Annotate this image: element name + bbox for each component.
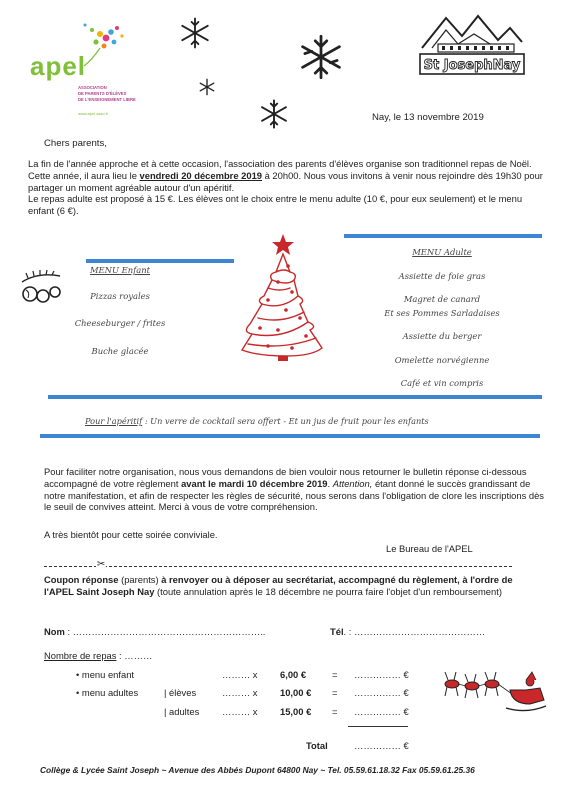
aperitif-line: Pour l'apéritif : Un verre de cocktail sera offert - Et un jus de fruit pour les enfants bbox=[85, 416, 429, 426]
aperitif-label: Pour l'apéritif bbox=[85, 416, 143, 426]
aperitif-top-bar bbox=[48, 395, 542, 399]
coupon-title: Coupon réponse (parents) à renvoyer ou à déposer au secrétariat, accompagné du règlement, à l'ordre de l'APEL Saint Joseph Nay (toute annulation après le 18 décembre ne pourra faire l'objet d'un remboursement) bbox=[44, 574, 513, 597]
total-divider bbox=[348, 726, 408, 727]
footer-address: Collège & Lycée Saint Joseph ~ Avenue des Abbés Dupont 64800 Nay ~ Tel. 05.59.61.18.32 Fax 05.59.61.25.36 bbox=[40, 765, 475, 775]
menu-enfant-item: Buche glacée bbox=[91, 345, 149, 356]
menu-adulte-item: Assiette du berger bbox=[402, 331, 482, 341]
snowflake-icon bbox=[198, 78, 216, 96]
meal-row-result[interactable]: …………… € bbox=[354, 706, 409, 717]
meal-row-result[interactable]: …………… € bbox=[354, 687, 409, 698]
menu-adulte-bar bbox=[344, 234, 542, 238]
meal-row-qty[interactable]: ……… x bbox=[222, 706, 258, 717]
menu-adulte-item: Café et vin compris bbox=[400, 378, 484, 388]
intro-paragraph: La fin de l'année approche et à cette occasion, l'association des parents d'élèves organise son traditionnel repas de Noël. Cette année, il aura lieu le vendredi 20 décembre 2019 à 20h00. Nous vous invitons à venir nous rejoindre dès 19h30 pour partager un moment agréable autour d'un apéritif. Le repas adulte est proposé à 15 €. Les élèves ont le choix entre le menu adulte (10 €, pour eux seulement) et le menu enfant (6 €). bbox=[28, 158, 543, 216]
closing-line: A très bientôt pour cette soirée conviviale. bbox=[44, 529, 218, 540]
total-label: Total bbox=[306, 740, 328, 751]
menu-enfant-item: Cheeseburger / frites bbox=[74, 318, 166, 328]
snowflake-icon bbox=[178, 16, 212, 50]
tel-label: Tél bbox=[330, 626, 344, 637]
meal-row-label: • menu enfant bbox=[76, 669, 135, 680]
organisation-paragraph: Pour faciliter notre organisation, nous vous demandons de bien vouloir nous retourner le bulletin réponse ci-dessous accompagné de votre règlement avant le mardi 10 décembre 2019. Attention, étant donné le succès grandissant de notre manifestation, et afin de respecter les règles de sécurité, nous serons dans l'obligation de clore les inscriptions dès le seuil de convives atteint. Merci à vous de votre compréhension. bbox=[44, 466, 544, 513]
menu-adulte-item: Magret de canard bbox=[403, 294, 481, 304]
cut-line bbox=[44, 566, 512, 567]
apel-logo-text: apel bbox=[30, 51, 87, 81]
aperitif-bottom-bar bbox=[40, 434, 540, 438]
meal-row-eq: = bbox=[332, 687, 338, 698]
meal-row-sub: | élèves bbox=[164, 687, 197, 698]
meal-row-qty[interactable]: ……… x bbox=[222, 687, 258, 698]
menu-enfant-title: MENU Enfant bbox=[89, 265, 151, 275]
menu-enfant-bar bbox=[86, 259, 234, 263]
snowflake-icon bbox=[298, 34, 344, 80]
letter-date: Nay, le 13 novembre 2019 bbox=[372, 112, 484, 123]
apel-subtitle: ASSOCIATION DE PARENTS D'ÉLÈVES DE L'ENSEIGNEMENT LIBRE bbox=[78, 85, 136, 103]
meal-row-result[interactable]: …………… € bbox=[354, 669, 409, 680]
santa-sleigh-icon bbox=[440, 658, 548, 718]
meal-row-price: 6,00 € bbox=[280, 669, 307, 680]
meal-row-eq: = bbox=[332, 669, 338, 680]
christmas-tree-icon bbox=[228, 232, 328, 362]
menu-adulte-title: MENU Adulte bbox=[412, 247, 472, 257]
meal-row-price: 15,00 € bbox=[280, 706, 312, 717]
signature: Le Bureau de l'APEL bbox=[386, 543, 473, 554]
scissors-icon: ✂ bbox=[97, 559, 106, 570]
deadline: avant le mardi 10 décembre 2019 bbox=[181, 477, 328, 489]
snowflake-icon bbox=[258, 98, 290, 130]
event-date: vendredi 20 décembre 2019 bbox=[139, 169, 262, 181]
menu-enfant-item: Pizzas royales bbox=[90, 290, 150, 301]
nom-label: Nom bbox=[44, 626, 65, 637]
menu-enfant bbox=[60, 265, 180, 356]
menu-adulte-item: Omelette norvégienne bbox=[394, 354, 490, 365]
tel-field[interactable]: Tél. : …………………………………… bbox=[330, 626, 486, 637]
ornament-icon bbox=[18, 268, 64, 308]
menu-adulte-item: Et ses Pommes Sarladaises bbox=[384, 307, 500, 318]
total-value[interactable]: …………… € bbox=[354, 740, 409, 751]
meal-row-price: 10,00 € bbox=[280, 687, 312, 698]
school-logo-text: St JosephNay bbox=[423, 58, 521, 73]
nom-field[interactable]: Nom : …………………………………………………….. bbox=[44, 626, 266, 637]
meal-row-eq: = bbox=[332, 706, 338, 717]
meal-row-qty[interactable]: ……… x bbox=[222, 669, 258, 680]
apel-url: www.apel.asso.fr bbox=[78, 111, 109, 116]
nombre-repas-label: Nombre de repas bbox=[44, 650, 117, 661]
school-logo-icon bbox=[418, 10, 526, 80]
nombre-repas: Nombre de repas : ……… bbox=[44, 650, 153, 661]
menu-adulte-item: Assiette de foie gras bbox=[398, 270, 486, 281]
meal-row-label: • menu adultes bbox=[76, 687, 139, 698]
meal-row-sub: | adultes bbox=[164, 706, 200, 717]
greeting: Chers parents, bbox=[44, 138, 107, 149]
menu-adulte bbox=[372, 247, 512, 389]
